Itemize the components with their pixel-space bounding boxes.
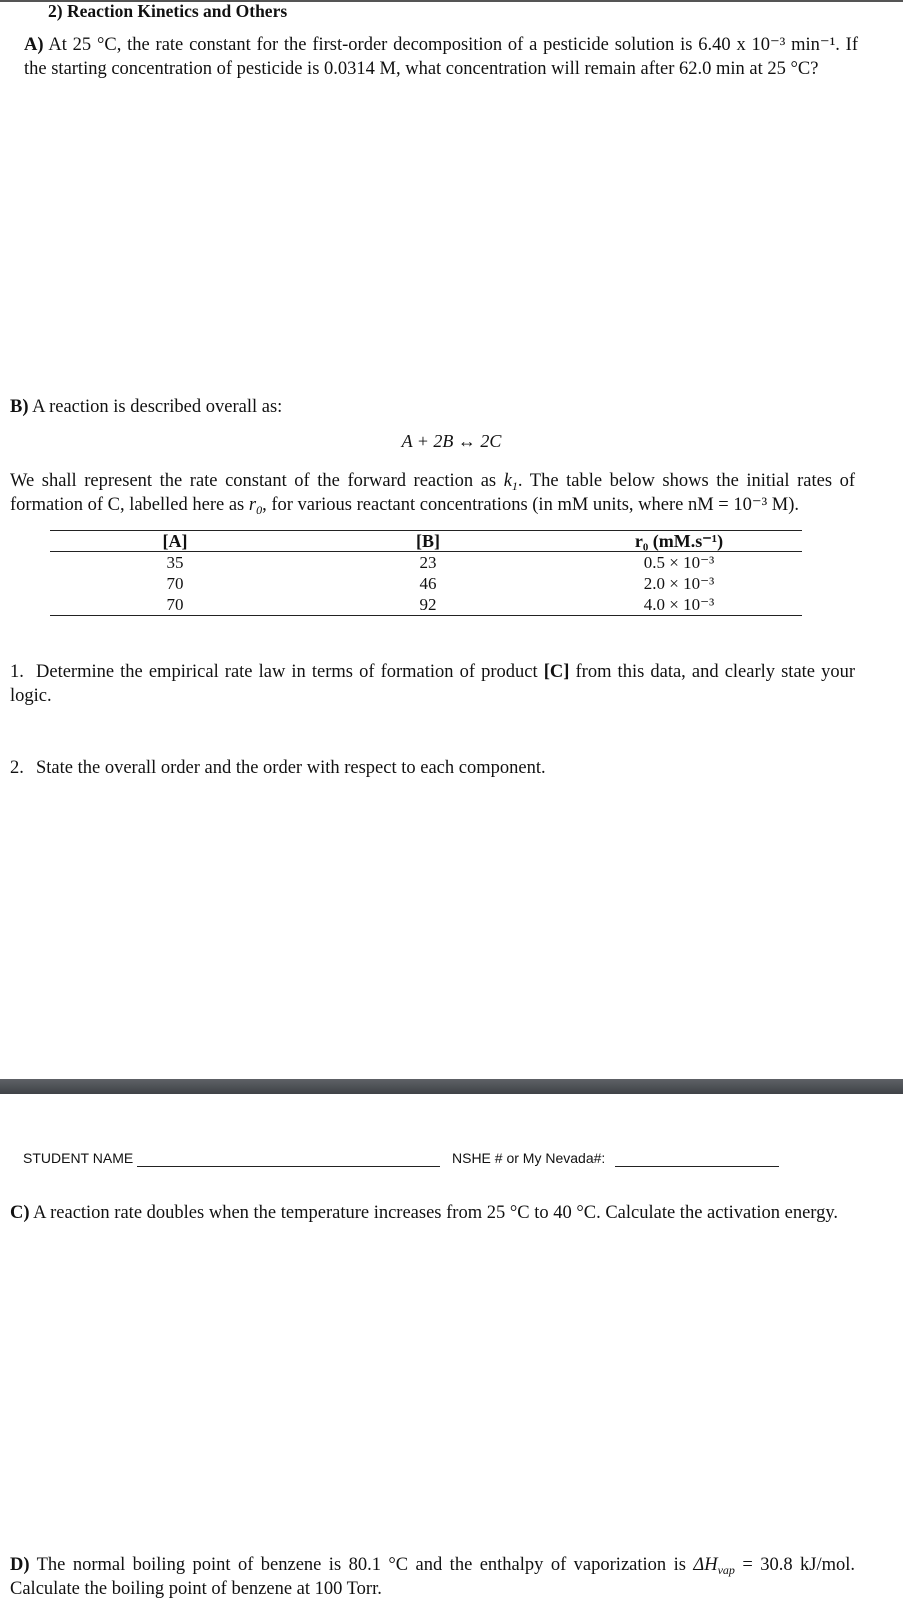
equilibrium-arrow-icon: ↔ [457, 431, 476, 451]
cell-conc-b: 92 [419, 595, 437, 614]
r-symbol-text: r [248, 495, 257, 515]
nshe-field[interactable] [615, 1152, 779, 1167]
enthalpy-symbol-text: ΔH [693, 1555, 718, 1575]
initial-rates-table [50, 530, 802, 616]
table-row [50, 573, 802, 594]
cell-conc-a: 35 [166, 553, 184, 572]
equation-rhs: 2C [480, 431, 502, 451]
question-b-intro-text: A reaction is described overall as: [32, 397, 283, 417]
k-symbol [504, 471, 518, 491]
table-header-row [50, 531, 802, 552]
description-part-1: We shall represent the rate constant of the forward reaction as [10, 471, 497, 491]
table-row [50, 552, 802, 574]
cell-rate: 0.5 × 10⁻³ [643, 553, 715, 572]
k-symbol-text: k [503, 471, 512, 491]
cell-rate: 2.0 × 10⁻³ [643, 574, 715, 593]
question-d-label: D) [10, 1555, 30, 1575]
question-b-1-product: [C] [543, 662, 570, 682]
question-d-text-1: The normal boiling point of benzene is 80.1 °C and the enthalpy of vaporization is [36, 1555, 686, 1575]
question-a-label: A) [24, 35, 44, 55]
question-b-label: B) [10, 397, 29, 417]
question-d-text-2: = 30.8 kJ/mol. Calculate the boiling point of benzene at 100 Torr. [10, 1555, 856, 1599]
question-a [24, 33, 858, 81]
question-b-intro [10, 395, 855, 419]
question-b-1-text-1: Determine the empirical rate law in terms of formation of product [36, 662, 538, 682]
question-c [10, 1201, 855, 1225]
description-part-3: , for various reactant concentrations (in mM units, where nM = 10⁻³ M). [262, 495, 800, 515]
question-b-description [10, 469, 855, 517]
r-symbol [249, 495, 262, 515]
question-b-2-number: 2. [10, 758, 24, 778]
nshe-label: NSHE # or My Nevada#: [452, 1150, 606, 1166]
cell-rate: 4.0 × 10⁻³ [643, 595, 715, 614]
question-b-2 [10, 756, 855, 780]
enthalpy-symbol [693, 1555, 735, 1575]
question-a-text: At 25 °C, the rate constant for the first-order decomposition of a pesticide solution is 6.40 x 10⁻³ min⁻¹. If the starting concentration of pesticide is 0.0314 M, what concentration will remain after 62.0 min at 25 °C? [24, 35, 858, 79]
reaction-equation [0, 431, 903, 452]
cell-conc-b: 46 [419, 574, 437, 593]
cell-conc-a: 70 [166, 574, 184, 593]
question-b-1-number: 1. [10, 662, 24, 682]
header-conc-b: [B] [416, 531, 440, 551]
question-b-1 [10, 660, 855, 708]
header-initial-rate: r₀ (mM.s⁻¹) [634, 531, 724, 551]
question-c-label: C) [10, 1203, 30, 1223]
equation-lhs: A + 2B [401, 431, 454, 451]
section-title: 2) Reaction Kinetics and Others [48, 1, 288, 21]
header-conc-a: [A] [162, 531, 188, 551]
question-d [10, 1553, 855, 1601]
page-separator [0, 1079, 903, 1094]
question-c-text: A reaction rate doubles when the temperature increases from 25 °C to 40 °C. Calculate the activation energy. [33, 1203, 839, 1223]
question-b-1-text-2: from this data, and clearly state your logic. [10, 662, 856, 706]
description-part-2: . The table below shows the initial rates of formation of C, labelled here as [10, 471, 856, 515]
cell-conc-b: 23 [419, 553, 437, 572]
question-b-2-text: State the overall order and the order with respect to each component. [36, 758, 546, 778]
k-subscript: 1 [511, 479, 518, 493]
enthalpy-subscript: vap [717, 1563, 735, 1577]
cell-conc-a: 70 [166, 595, 184, 614]
student-name-field[interactable] [137, 1152, 440, 1167]
table-row [50, 594, 802, 616]
r-subscript: 0 [256, 503, 263, 517]
student-name-label: STUDENT NAME [23, 1150, 134, 1166]
